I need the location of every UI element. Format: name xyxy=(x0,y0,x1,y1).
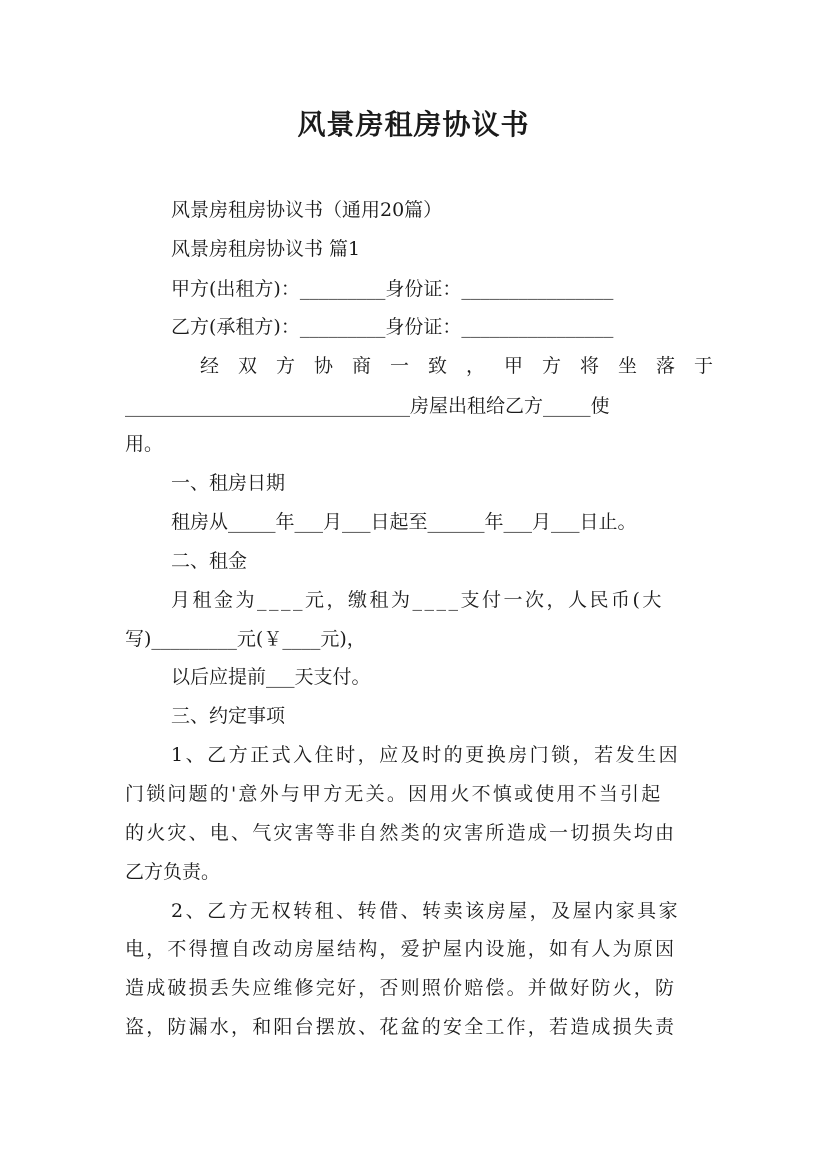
paragraph-line: 的火灾、电、气灾害等非自然类的灾害所造成一切损失均由 xyxy=(125,822,677,844)
paragraph-line: 月租金为____元，缴租为____支付一次，人民币(大 xyxy=(171,589,664,611)
paragraph-line: 写)_________元(￥____元)， xyxy=(125,628,366,650)
paragraph-line: 造成破损丢失应维修完好，否则照价赔偿。并做好防火，防 xyxy=(125,977,677,999)
paragraph-line: 以后应提前___天支付。 xyxy=(171,666,371,688)
paragraph-line: 电，不得擅自改动房屋结构，爱护屋内设施，如有人为原因 xyxy=(125,938,677,960)
paragraph-line: 用。 xyxy=(125,433,164,455)
paragraph-line: 租房从_____年___月___日起至______年___月___日止。 xyxy=(171,511,637,533)
paragraph-line: ______________________________房屋出租给乙方_____使 xyxy=(125,395,610,417)
clause-heading: 一、租房日期 xyxy=(171,472,286,494)
party-a-line: 甲方(出租方)：_________身份证：________________ xyxy=(171,278,614,300)
clause-heading: 二、租金 xyxy=(171,550,248,572)
paragraph-line: 经双方协商一致，甲方将坐落于 xyxy=(200,355,733,377)
section-heading: 风景房租房协议书 篇1 xyxy=(171,238,361,260)
doc-subtitle: 风景房租房协议书（通用20篇） xyxy=(171,199,443,221)
document-title: 风景房租房协议书 xyxy=(297,108,530,141)
paragraph-line: 2、乙方无权转租、转借、转卖该房屋，及屋内家具家 xyxy=(171,900,681,922)
paragraph-line: 1、乙方正式入住时，应及时的更换房门锁，若发生因 xyxy=(171,744,681,766)
paragraph-line: 乙方负责。 xyxy=(125,861,221,883)
paragraph-line: 盗，防漏水，和阳台摆放、花盆的安全工作，若造成损失责 xyxy=(125,1016,677,1038)
clause-heading: 三、约定事项 xyxy=(171,705,286,727)
party-b-line: 乙方(承租方)：_________身份证：________________ xyxy=(171,316,614,338)
paragraph-line: 门锁问题的'意外与甲方无关。因用火不慎或使用不当引起 xyxy=(125,783,663,805)
